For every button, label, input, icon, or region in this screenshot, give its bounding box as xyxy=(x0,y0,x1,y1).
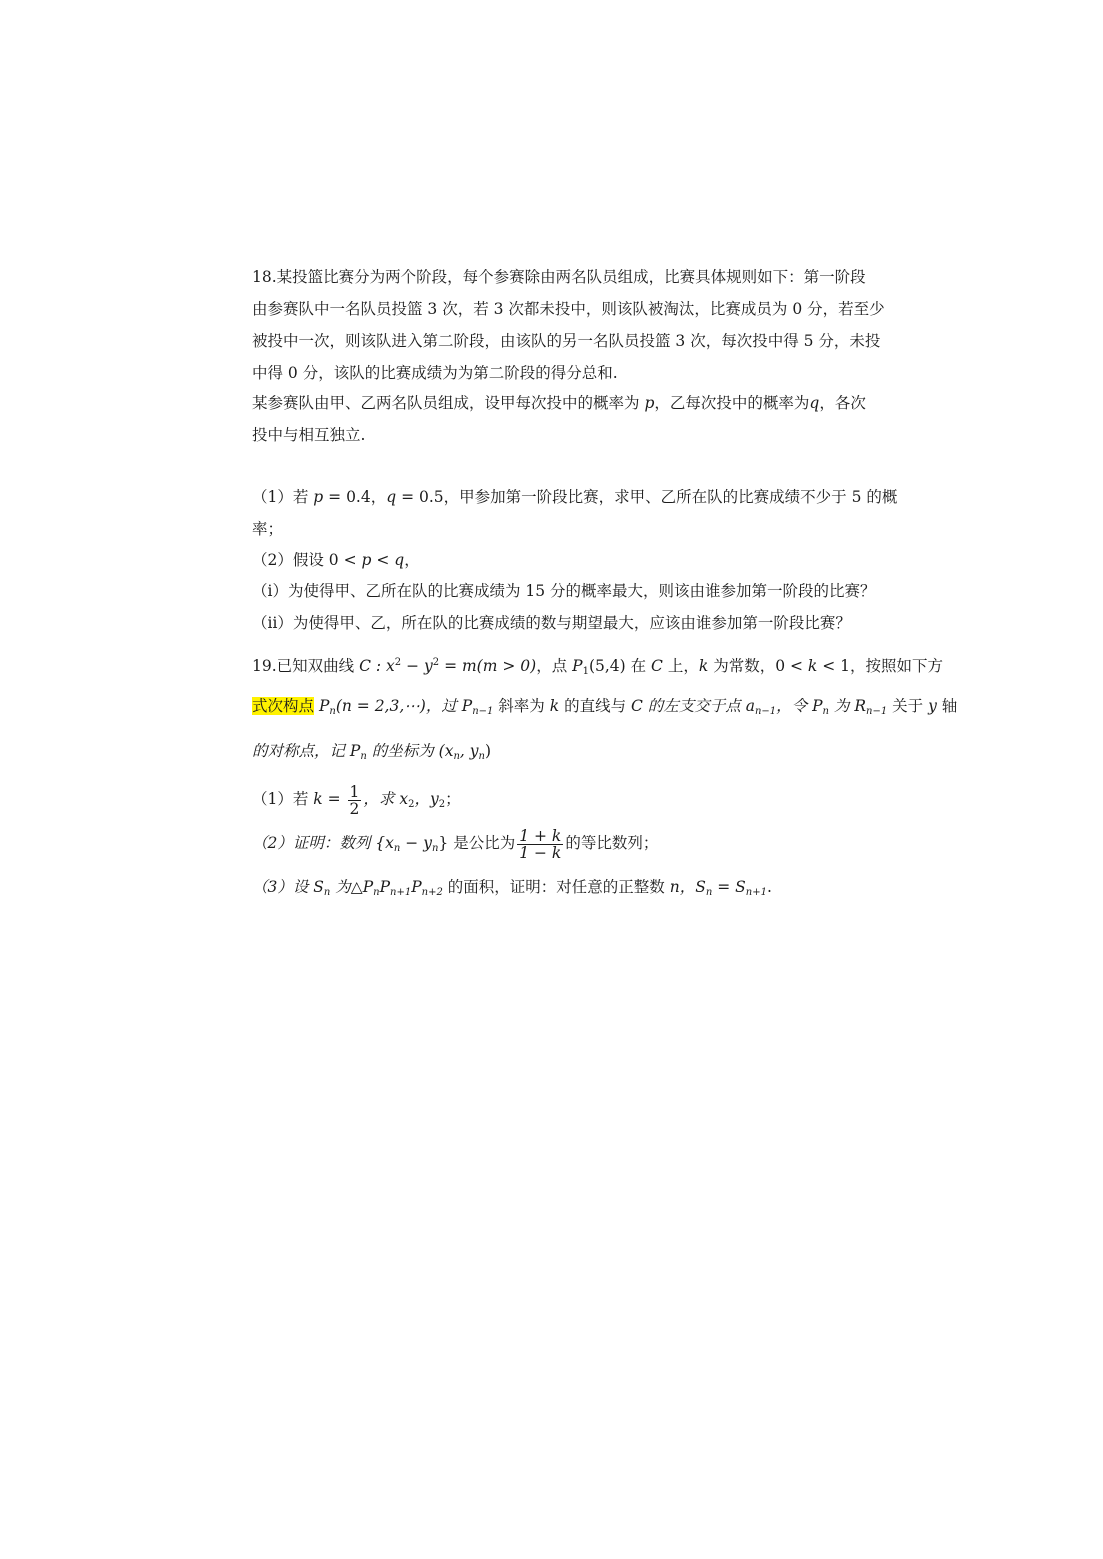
subscript: 2 xyxy=(438,799,446,810)
text: 在 xyxy=(625,657,652,675)
math: 的坐标为 (x xyxy=(366,742,454,760)
text: 上， xyxy=(662,657,699,675)
superscript: 2 xyxy=(394,657,402,668)
math-var: y xyxy=(928,697,937,715)
q19-part-2 xyxy=(252,826,658,866)
fraction-numerator: 1 + k xyxy=(519,826,562,845)
math: = m(m > 0) xyxy=(439,657,537,675)
subscript: 1 xyxy=(582,666,589,677)
q19-line-2 xyxy=(252,695,957,723)
subscript: n xyxy=(360,751,367,762)
q18-part-2-i xyxy=(252,580,876,602)
text: 投中与相互独立. xyxy=(252,426,366,444)
math-var: q xyxy=(809,394,820,412)
q18-line-5 xyxy=(252,392,866,414)
text: 18.某投篮比赛分为两个阶段，每个参赛除由两名队员组成，比赛具体规则如下：第一阶段 xyxy=(252,268,866,286)
math: ，求 x xyxy=(363,790,409,808)
subscript: n−1 xyxy=(866,706,888,717)
q18-line-3 xyxy=(252,330,880,352)
text: ，乙每次投中的概率为 xyxy=(654,394,810,412)
q18-line-6 xyxy=(252,424,365,446)
text: 的面积，证明：对任意的正整数 xyxy=(442,878,670,896)
subscript: n xyxy=(478,751,485,762)
subscript: n xyxy=(822,706,829,717)
text: 由参赛队中一名队员投篮 3 次，若 3 次都未投中，则该队被淘汰，比赛成员为 0 分，若至少 xyxy=(252,300,885,318)
math: P xyxy=(411,878,422,896)
q19-part-1 xyxy=(252,782,461,822)
text: ， xyxy=(404,551,420,569)
math: 为△P xyxy=(330,878,374,896)
text: 被投中一次，则该队进入第二阶段，由该队的另一名队员投篮 3 次，每次投中得 5 分，未投 xyxy=(252,332,881,350)
text: 为常数，0 < xyxy=(708,657,808,675)
text: < xyxy=(371,551,395,569)
fraction-one-half xyxy=(348,784,362,817)
subscript: n xyxy=(329,706,336,717)
subscript: n xyxy=(431,843,439,854)
math-var: q xyxy=(386,488,397,506)
q19-line-1 xyxy=(252,652,943,683)
math-var: k xyxy=(807,657,818,675)
subscript: n xyxy=(393,843,401,854)
math: ，令 P xyxy=(776,697,823,715)
math: 的左支交于点 a xyxy=(642,697,755,715)
math: − y xyxy=(400,834,432,852)
subscript: n xyxy=(323,887,331,898)
math: 为 R xyxy=(828,697,867,715)
q18-part-2 xyxy=(252,549,420,571)
math-var: k xyxy=(549,697,560,715)
math-var: p xyxy=(644,394,655,412)
subscript: 2 xyxy=(408,799,415,810)
math: (5,4) xyxy=(588,657,626,675)
text: 的直线与 xyxy=(559,697,631,715)
text: = 0.5，甲参加第一阶段比赛，求甲、乙所在队的比赛成绩不少于 5 的概 xyxy=(396,488,898,506)
math-var: n xyxy=(669,878,680,896)
q19-line-3 xyxy=(252,740,491,768)
fraction-ratio xyxy=(517,828,563,861)
text: 斜率为 xyxy=(493,697,550,715)
q18-line-2 xyxy=(252,298,885,320)
math-var: p xyxy=(313,488,324,506)
math: − y xyxy=(401,657,433,675)
math-var: p xyxy=(361,551,372,569)
text: } 是公比为 xyxy=(438,834,516,852)
text: （1）若 xyxy=(252,790,314,808)
math: ) xyxy=(485,742,492,760)
subscript: n xyxy=(705,887,713,898)
text: 19.已知双曲线 xyxy=(252,657,360,675)
math: ，过 P xyxy=(425,697,473,715)
q19-part-3 xyxy=(252,876,772,904)
math: = xyxy=(322,790,346,808)
text: = 0.4， xyxy=(323,488,387,506)
text: 关于 xyxy=(887,697,929,715)
math-var: k xyxy=(313,790,323,808)
subscript: n−1 xyxy=(472,706,494,717)
subscript: n−1 xyxy=(754,706,777,717)
text: （2）假设 0 < xyxy=(252,551,362,569)
math: P xyxy=(379,878,391,896)
math: = S xyxy=(712,878,746,896)
q18-part-2-ii xyxy=(252,612,851,634)
subscript: n+1 xyxy=(390,887,412,898)
text: 的等比数列； xyxy=(565,834,659,852)
text: ，点 xyxy=(536,657,573,675)
q18-part-1 xyxy=(252,486,897,508)
math-var: C xyxy=(651,657,663,675)
math-var: q xyxy=(394,551,405,569)
math: （2）证明：数列 {x xyxy=(252,834,394,852)
fraction-denominator: 2 xyxy=(349,799,360,818)
math: : x xyxy=(370,657,395,675)
subscript: n xyxy=(453,751,460,762)
text: ； xyxy=(445,790,461,808)
math: (n = 2,3,⋯) xyxy=(335,697,426,715)
text: 率； xyxy=(252,520,284,538)
fraction-numerator: 1 xyxy=(349,782,360,801)
fraction-denominator: 1 − k xyxy=(519,843,562,862)
subscript: n+2 xyxy=(421,887,443,898)
highlighted-text: 式次构点 xyxy=(252,697,315,715)
text: . xyxy=(766,878,772,896)
math-var: P xyxy=(572,657,583,675)
math: ，y xyxy=(414,790,439,808)
math: （3）设 S xyxy=(252,878,324,896)
math: 的对称点，记 P xyxy=(252,742,361,760)
math-var: C xyxy=(631,697,643,715)
text: 某参赛队由甲、乙两名队员组成，设甲每次投中的概率为 xyxy=(252,394,645,412)
math: ，S xyxy=(679,878,706,896)
math-var: C xyxy=(359,657,371,675)
text: 中得 0 分，该队的比赛成绩为为第二阶段的得分总和. xyxy=(252,364,618,382)
text: （ⅰ）为使得甲、乙所在队的比赛成绩为 15 分的概率最大，则该由谁参加第一阶段的比赛？ xyxy=(252,582,876,600)
q18-line-4 xyxy=(252,362,618,384)
subscript: n+1 xyxy=(745,887,767,898)
text: < 1，按照如下方 xyxy=(817,657,944,675)
q18-part-1-cont xyxy=(252,518,283,540)
text: 轴 xyxy=(936,697,958,715)
superscript: 2 xyxy=(432,657,440,668)
text: （1）若 xyxy=(252,488,314,506)
text: （ⅱ）为使得甲、乙，所在队的比赛成绩的数与期望最大，应该由谁参加第一阶段比赛？ xyxy=(252,614,851,632)
math: P xyxy=(314,697,330,715)
math-var: k xyxy=(698,657,709,675)
q18-line-1 xyxy=(252,266,866,288)
text: ，各次 xyxy=(819,394,866,412)
math: , y xyxy=(459,742,479,760)
subscript: n xyxy=(373,887,380,898)
